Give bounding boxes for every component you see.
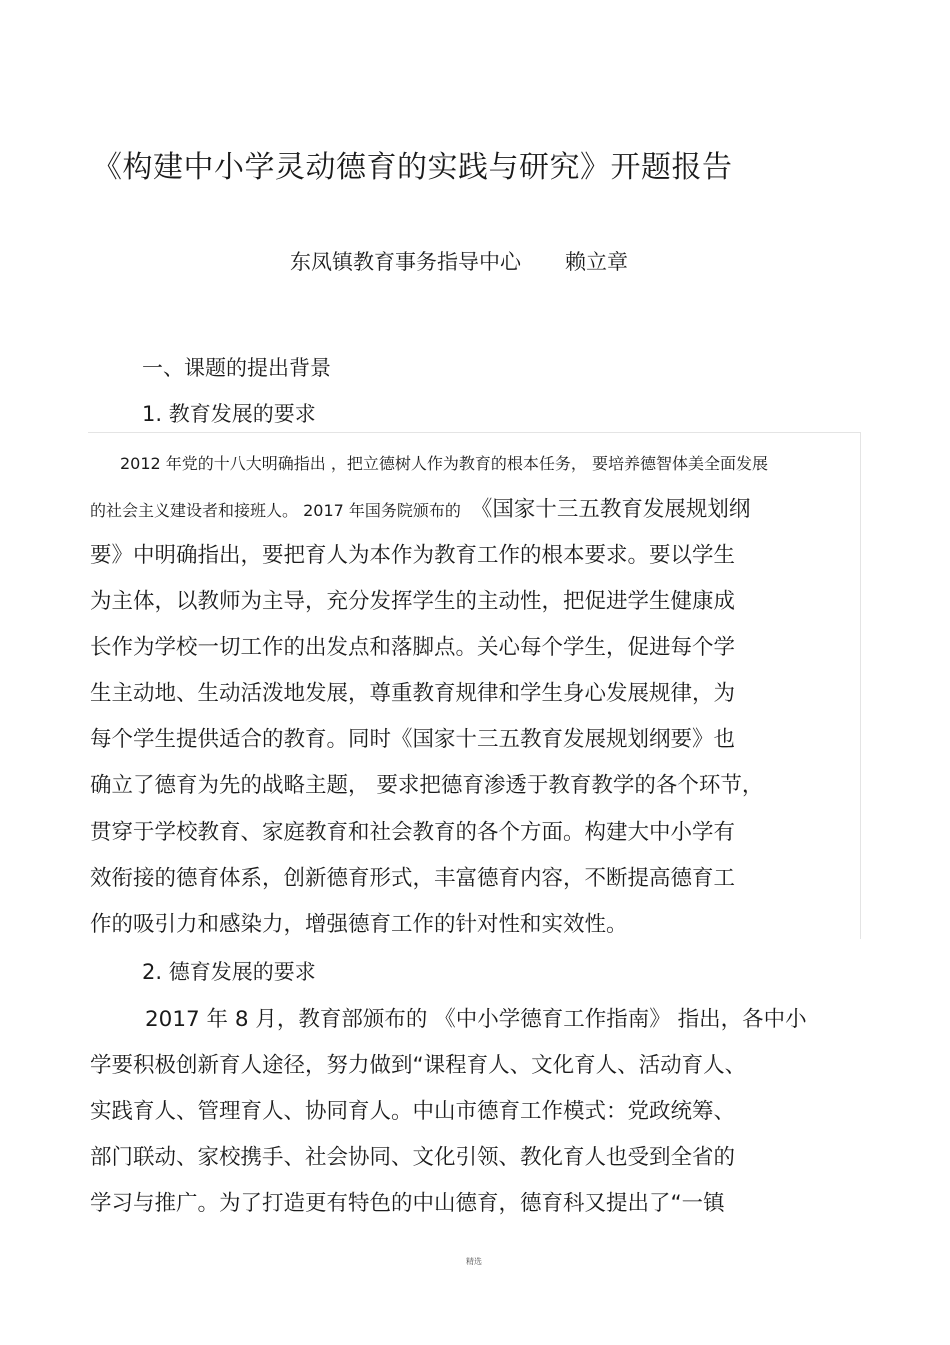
- paragraph-2-line: 部门联动、家校携手、社会协同、文化引领、教化育人也受到全省的: [90, 1145, 736, 1170]
- paragraph-1-line: 生主动地、生动活泼地发展，尊重教育规律和学生身心发展规律，为: [90, 681, 736, 706]
- paragraph-1-line: 作的吸引力和感染力，增强德育工作的针对性和实效性。: [90, 912, 628, 937]
- section-heading: 一、课题的提出背景: [142, 356, 331, 380]
- author-organization: 东凤镇教育事务指导中心: [290, 250, 521, 274]
- paragraph-1-line: 效衔接的德育体系，创新德育形式，丰富德育内容，不断提高德育工: [90, 866, 736, 891]
- paragraph-1-line-2: 的社会主义建设者和接班人。 2017 年国务院颁布的 《国家十三五教育发展规划纲: [90, 497, 751, 522]
- paragraph-1-line: 贯穿于学校教育、家庭教育和社会教育的各个方面。构建大中小学有: [90, 820, 736, 845]
- subsection-heading-2: 2. 德育发展的要求: [142, 960, 316, 984]
- paragraph-1-line: 要》中明确指出，要把育人为本作为教育工作的根本要求。要以学生: [90, 543, 736, 568]
- author-line: [290, 246, 628, 276]
- author-name: 赖立章: [565, 250, 628, 274]
- document-title: 《构建中小学灵动德育的实践与研究》开题报告: [92, 150, 733, 185]
- paragraph-1-line: 长作为学校一切工作的出发点和落脚点。关心每个学生，促进每个学: [90, 635, 736, 660]
- paragraph-1-line-1: 2012 年党的十八大明确指出 ，把立德树人作为教育的根本任务， 要培养德智体美全面发展: [120, 454, 768, 473]
- paragraph-2-line: 学要积极创新育人途径，努力做到“课程育人、文化育人、活动育人、: [90, 1053, 747, 1078]
- paragraph-2-line-1: 2017 年 8 月，教育部颁布的 《中小学德育工作指南》 指出，各中小: [145, 1007, 807, 1032]
- page-footer: 精选: [466, 1257, 482, 1266]
- paragraph-1-line: 为主体，以教师为主导，充分发挥学生的主动性，把促进学生健康成: [90, 589, 736, 614]
- paragraph-2-line: 实践育人、管理育人、协同育人。中山市德育工作模式：党政统筹、: [90, 1099, 736, 1124]
- paragraph-1-line: 每个学生提供适合的教育。同时《国家十三五教育发展规划纲要》也: [90, 727, 736, 752]
- subsection-heading-1: 1. 教育发展的要求: [142, 402, 316, 426]
- paragraph-1-line: 确立了德育为先的战略主题， 要求把德育渗透于教育教学的各个环节，: [90, 773, 764, 798]
- paragraph-2-line: 学习与推广。为了打造更有特色的中山德育，德育科又提出了“一镇: [90, 1191, 725, 1216]
